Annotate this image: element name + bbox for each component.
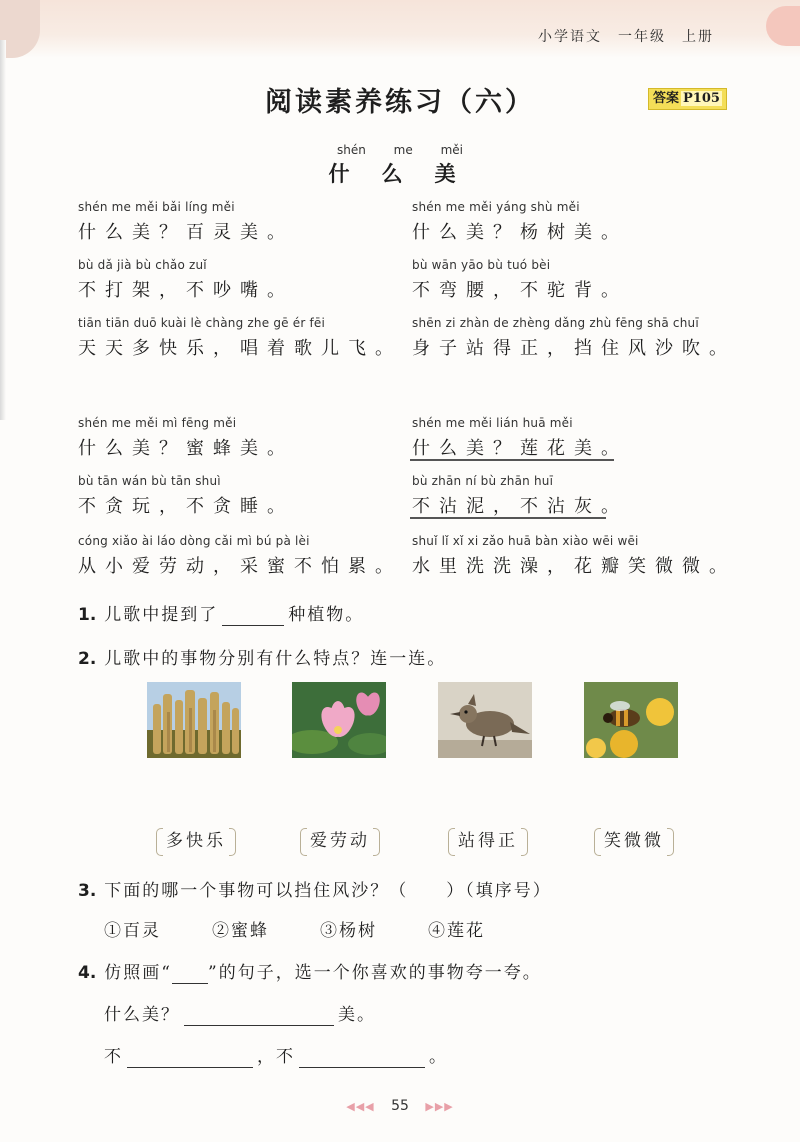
poem-line: 什么美？莲花美。 bbox=[412, 438, 628, 459]
poem-line: 不弯腰，不驼背。 bbox=[412, 280, 628, 301]
pinyin-line: bù dǎ jià bù chǎo zuǐ bbox=[78, 258, 207, 272]
poem-line: 什么美？百灵美。 bbox=[78, 222, 294, 243]
pinyin-line: bù wān yāo bù tuó bèi bbox=[412, 258, 551, 272]
answer-label: 答案 bbox=[653, 91, 680, 106]
poem-line: 不沾泥，不沾灰。 bbox=[412, 496, 628, 517]
question-number: 4. bbox=[78, 963, 97, 983]
page-number: 55 bbox=[391, 1098, 409, 1114]
poem-line: 身子站得正，挡住风沙吹。 bbox=[412, 338, 736, 359]
answer-line-1 bbox=[104, 1000, 376, 1026]
question-2 bbox=[78, 644, 446, 669]
question-number: 2. bbox=[78, 649, 97, 669]
word-card[interactable]: 笑微微 bbox=[596, 826, 672, 856]
pinyin-line: shén me měi yáng shù měi bbox=[412, 200, 580, 214]
fill-text: 美。 bbox=[338, 1005, 376, 1025]
poem-line: 水里洗洗澡，花瓣笑微微。 bbox=[412, 556, 736, 577]
option-item[interactable]: ③杨树 bbox=[320, 921, 377, 941]
poem-line: 不打架，不吵嘴。 bbox=[78, 280, 294, 301]
answer-blank[interactable] bbox=[299, 1047, 425, 1068]
pinyin-line: bù tān wán bù tān shuì bbox=[78, 474, 221, 488]
poem-line: 从小爱劳动，采蜜不怕累。 bbox=[78, 556, 402, 577]
right-arrows-icon: ▶▶▶ bbox=[425, 1100, 454, 1113]
lark-photo[interactable] bbox=[438, 682, 532, 758]
pinyin-line: shuǐ lǐ xǐ xi zǎo huā bàn xiào wēi wēi bbox=[412, 534, 639, 548]
page-footer bbox=[0, 1098, 800, 1114]
answer-blank[interactable] bbox=[222, 605, 284, 626]
option-item[interactable]: ②蜜蜂 bbox=[212, 921, 269, 941]
pinyin-line: shēn zi zhàn de zhèng dǎng zhù fēng shā chuī bbox=[412, 316, 699, 330]
option-item[interactable]: ①百灵 bbox=[104, 921, 161, 941]
answer-page: P105 bbox=[683, 91, 720, 106]
question-number: 1. bbox=[78, 605, 97, 625]
question-text: 儿歌中提到了 bbox=[104, 605, 219, 625]
question-text: 儿歌中的事物分别有什么特点？连一连。 bbox=[104, 649, 447, 669]
pinyin-line: tiān tiān duō kuài lè chàng zhe gē ér fēi bbox=[78, 316, 326, 330]
pinyin-line: cóng xiǎo ài láo dòng cǎi mì bú pà lèi bbox=[78, 534, 310, 548]
word-card[interactable]: 爱劳动 bbox=[302, 826, 378, 856]
pinyin-line: shén me měi bǎi líng měi bbox=[78, 200, 235, 214]
question-text: 仿照画“ bbox=[104, 963, 172, 983]
page-title: 阅读素养练习（六） bbox=[265, 87, 535, 118]
word-card[interactable]: 站得正 bbox=[450, 826, 526, 856]
answer-blank[interactable] bbox=[184, 1005, 334, 1026]
left-arrows-icon: ◀◀◀ bbox=[346, 1100, 375, 1113]
poem-title: 什么美 bbox=[328, 161, 488, 186]
poem-line: 天天多快乐，唱着歌儿飞。 bbox=[78, 338, 402, 359]
poem-line: 不贪玩，不贪睡。 bbox=[78, 496, 294, 517]
question-3 bbox=[78, 876, 552, 901]
answer-reference[interactable] bbox=[648, 88, 727, 110]
question-number: 3. bbox=[78, 881, 97, 901]
lotus-photo[interactable] bbox=[292, 682, 386, 758]
answer-blank[interactable] bbox=[127, 1047, 253, 1068]
word-card[interactable]: 多快乐 bbox=[158, 826, 234, 856]
reeds-photo[interactable] bbox=[147, 682, 241, 758]
question-1 bbox=[78, 600, 364, 626]
question-text: 种植物。 bbox=[288, 605, 365, 625]
book-label: 小学语文 一年级 上册 bbox=[538, 29, 714, 45]
poem-line: 什么美？蜜蜂美。 bbox=[78, 438, 294, 459]
fill-text: 。 bbox=[429, 1047, 448, 1067]
question-text: 下面的哪一个事物可以挡住风沙？（ ）（填序号） bbox=[104, 881, 552, 901]
pinyin-line: bù zhān ní bù zhān huī bbox=[412, 474, 554, 488]
pinyin-line: shén me měi lián huā měi bbox=[412, 416, 573, 430]
underline-sample bbox=[172, 963, 208, 984]
fill-text: 什么美？ bbox=[104, 1005, 180, 1025]
example-underline bbox=[410, 459, 614, 461]
poem-line: 什么美？杨树美。 bbox=[412, 222, 628, 243]
question-text: ”的句子，选一个你喜欢的事物夸一夸。 bbox=[208, 963, 542, 983]
example-underline bbox=[410, 517, 606, 519]
question-4 bbox=[78, 958, 542, 984]
fill-text: ，不 bbox=[257, 1047, 295, 1067]
answer-line-2 bbox=[104, 1042, 448, 1068]
fill-text: 不 bbox=[104, 1047, 123, 1067]
option-item[interactable]: ④莲花 bbox=[428, 921, 485, 941]
bee-photo[interactable] bbox=[584, 682, 678, 758]
poem-title-pinyin: shén me měi bbox=[337, 143, 463, 157]
pinyin-line: shén me měi mì fēng měi bbox=[78, 416, 237, 430]
